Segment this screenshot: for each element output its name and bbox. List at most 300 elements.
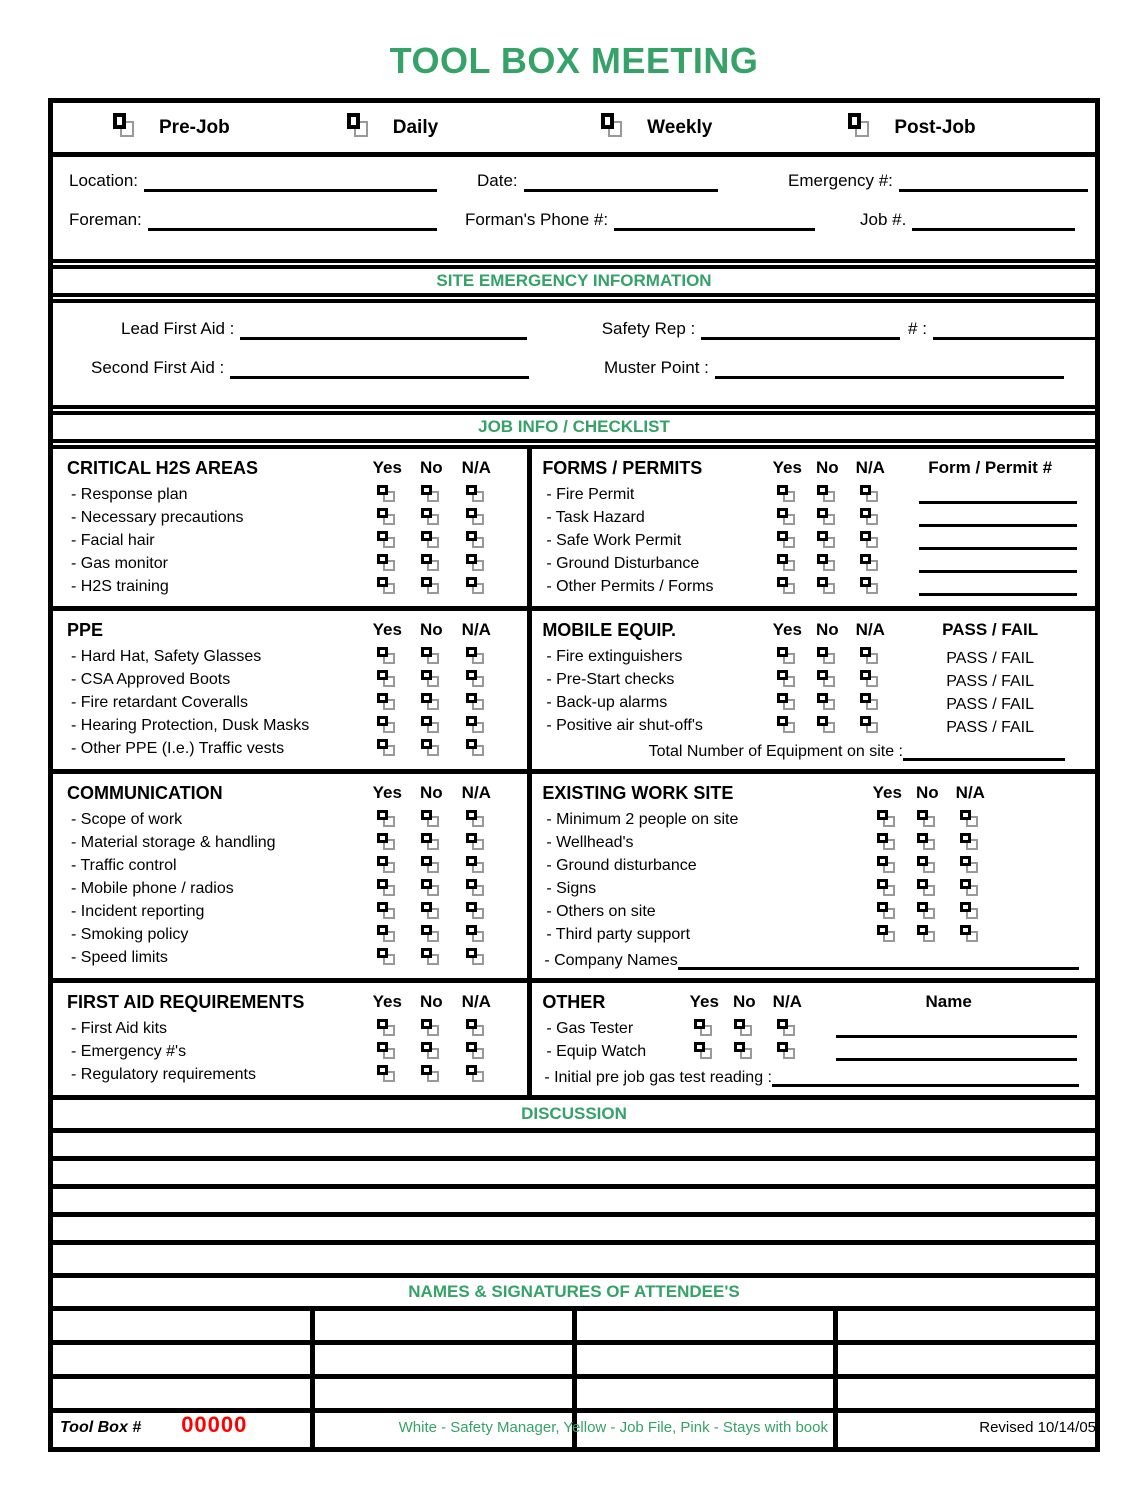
section-other xyxy=(532,983,1095,1095)
checkbox-box xyxy=(466,577,477,587)
no-checkbox[interactable] xyxy=(420,646,443,668)
na-checkbox[interactable] xyxy=(859,507,882,529)
no-checkbox[interactable] xyxy=(420,553,443,575)
checkbox-box xyxy=(466,1019,477,1029)
checkbox-cell-na xyxy=(453,923,499,946)
item-extra-cell xyxy=(893,575,1087,598)
checkbox-cell-yes xyxy=(365,923,409,946)
checkbox-box xyxy=(421,739,432,749)
checkbox-cell-na xyxy=(453,808,499,831)
yes-checkbox[interactable] xyxy=(776,646,799,668)
yes-checkbox[interactable] xyxy=(376,576,399,598)
checkbox-cell-no xyxy=(807,529,847,552)
na-checkbox[interactable] xyxy=(959,901,982,923)
no-checkbox[interactable] xyxy=(916,832,939,854)
checkbox-box xyxy=(777,508,788,518)
checkbox-box xyxy=(377,693,388,703)
yes-checkbox[interactable] xyxy=(776,484,799,506)
na-checkbox[interactable] xyxy=(465,530,488,552)
checkbox-box xyxy=(421,554,432,564)
site-emergency-section xyxy=(53,303,1095,405)
no-checkbox[interactable] xyxy=(916,924,939,946)
checkbox-box xyxy=(817,647,828,657)
date-input-line[interactable] xyxy=(524,172,718,192)
yes-checkbox[interactable] xyxy=(876,855,899,877)
yes-checkbox[interactable] xyxy=(876,878,899,900)
na-checkbox[interactable] xyxy=(465,832,488,854)
yes-checkbox[interactable] xyxy=(376,692,399,714)
checkbox-box xyxy=(466,925,477,935)
yes-checkbox[interactable] xyxy=(376,738,399,760)
no-checkbox[interactable] xyxy=(420,715,443,737)
checklist-item xyxy=(532,575,1095,598)
no-checkbox[interactable] xyxy=(816,553,839,575)
page-title: TOOL BOX MEETING xyxy=(389,40,759,81)
job-number-input-line[interactable] xyxy=(912,211,1075,231)
no-checkbox[interactable] xyxy=(420,878,443,900)
column-header-na: N/A xyxy=(955,783,985,802)
pass-fail-text: PASS / FAIL xyxy=(946,696,1035,713)
checklist-item xyxy=(53,645,527,668)
no-checkbox[interactable] xyxy=(420,576,443,598)
checkbox-box xyxy=(421,925,432,935)
no-checkbox[interactable] xyxy=(816,715,839,737)
meeting-type-checkbox-post-job[interactable] xyxy=(846,113,878,143)
signature-cell[interactable] xyxy=(577,1311,839,1340)
checkbox-cell-yes xyxy=(365,1063,409,1086)
checkbox-box xyxy=(421,485,432,495)
checkbox-cell-no xyxy=(409,575,453,598)
safety-rep-input-line[interactable] xyxy=(701,320,900,340)
na-checkbox[interactable] xyxy=(959,878,982,900)
na-checkbox[interactable] xyxy=(465,901,488,923)
no-checkbox[interactable] xyxy=(916,901,939,923)
checkbox-cell-na xyxy=(847,668,893,691)
no-checkbox[interactable] xyxy=(420,738,443,760)
field-label: Foreman: xyxy=(69,210,142,229)
checklist-item xyxy=(53,946,527,969)
checkbox-cell-yes xyxy=(365,900,409,923)
item-label: - Third party support xyxy=(546,925,691,943)
item-input-line[interactable] xyxy=(836,1045,1077,1061)
signature-cell[interactable] xyxy=(838,1345,1095,1374)
yes-checkbox[interactable] xyxy=(376,809,399,831)
yes-checkbox[interactable] xyxy=(376,947,399,969)
item-label: - Other Permits / Forms xyxy=(546,577,714,595)
lead-first-aid-input-line[interactable] xyxy=(240,320,526,340)
discussion-row[interactable] xyxy=(53,1245,1095,1273)
na-checkbox[interactable] xyxy=(465,947,488,969)
na-checkbox[interactable] xyxy=(859,692,882,714)
yes-checkbox[interactable] xyxy=(376,878,399,900)
checkbox-cell-na xyxy=(453,1040,499,1063)
na-checkbox[interactable] xyxy=(465,715,488,737)
item-extra-cell xyxy=(893,645,1087,668)
na-checkbox[interactable] xyxy=(959,809,982,831)
checkbox-cell-yes xyxy=(365,691,409,714)
section-title: FIRST AID REQUIREMENTS xyxy=(67,991,305,1012)
checkbox-cell-yes xyxy=(767,529,807,552)
checkbox-cell-no xyxy=(409,552,453,575)
no-checkbox[interactable] xyxy=(733,1041,756,1063)
no-checkbox[interactable] xyxy=(816,484,839,506)
no-checkbox[interactable] xyxy=(733,1018,756,1040)
copy-distribution-note: White - Safety Manager, Yellow - Job File, Pink - Stays with book xyxy=(398,1419,828,1436)
na-checkbox[interactable] xyxy=(465,507,488,529)
checkbox-cell-na xyxy=(847,506,893,529)
yes-checkbox[interactable] xyxy=(376,669,399,691)
section-title: MOBILE EQUIP. xyxy=(542,619,677,640)
yes-checkbox[interactable] xyxy=(776,669,799,691)
yes-checkbox[interactable] xyxy=(876,832,899,854)
yes-checkbox[interactable] xyxy=(376,924,399,946)
checkbox-cell-no xyxy=(724,1017,764,1040)
checkbox-box xyxy=(377,577,388,587)
no-checkbox[interactable] xyxy=(420,692,443,714)
yes-checkbox[interactable] xyxy=(376,646,399,668)
item-label: - Material storage & handling xyxy=(71,833,276,851)
checkbox-box xyxy=(877,833,888,843)
signature-cell[interactable] xyxy=(315,1379,577,1408)
item-label: - Equip Watch xyxy=(546,1042,647,1060)
checkbox-box xyxy=(877,925,888,935)
na-checkbox[interactable] xyxy=(465,1041,488,1063)
yes-checkbox[interactable] xyxy=(693,1018,716,1040)
checkbox-cell-na xyxy=(453,737,499,760)
field-date xyxy=(477,171,718,192)
yes-checkbox[interactable] xyxy=(376,1018,399,1040)
checkbox-cell-yes xyxy=(365,552,409,575)
discussion-row[interactable] xyxy=(53,1161,1095,1189)
checkbox-cell-no xyxy=(409,691,453,714)
column-header-na: N/A xyxy=(855,458,885,477)
muster-point-input-line[interactable] xyxy=(715,359,1064,379)
no-checkbox[interactable] xyxy=(816,576,839,598)
no-checkbox[interactable] xyxy=(916,809,939,831)
meeting-type-checkbox-daily[interactable] xyxy=(345,113,377,143)
yes-checkbox[interactable] xyxy=(376,901,399,923)
na-checkbox[interactable] xyxy=(465,809,488,831)
checkbox-cell-na xyxy=(947,831,993,854)
checkbox-cell-na xyxy=(453,575,499,598)
signature-cell[interactable] xyxy=(577,1345,839,1374)
na-checkbox[interactable] xyxy=(465,553,488,575)
no-checkbox[interactable] xyxy=(816,669,839,691)
checkbox-cell-yes xyxy=(365,645,409,668)
checkbox-box xyxy=(377,833,388,843)
field-label: Date: xyxy=(477,171,518,190)
na-checkbox[interactable] xyxy=(465,692,488,714)
na-checkbox[interactable] xyxy=(959,924,982,946)
no-checkbox[interactable] xyxy=(420,947,443,969)
item-label: - Scope of work xyxy=(71,810,183,828)
yes-checkbox[interactable] xyxy=(376,1041,399,1063)
toolbox-meeting-form xyxy=(48,98,1100,1452)
checkbox-cell-na xyxy=(453,506,499,529)
signature-cell[interactable] xyxy=(838,1311,1095,1340)
checkbox-box xyxy=(377,856,388,866)
checkbox-box xyxy=(960,856,971,866)
yes-checkbox[interactable] xyxy=(376,1064,399,1086)
na-checkbox[interactable] xyxy=(859,715,882,737)
section-work xyxy=(532,774,1095,978)
yes-checkbox[interactable] xyxy=(876,924,899,946)
checkbox-cell-no xyxy=(409,668,453,691)
signature-cell[interactable] xyxy=(577,1379,839,1408)
checklist-item xyxy=(53,877,527,900)
checkbox-box xyxy=(817,485,828,495)
yes-checkbox[interactable] xyxy=(376,832,399,854)
item-label: - Initial pre job gas test reading : xyxy=(544,1069,772,1086)
no-checkbox[interactable] xyxy=(420,924,443,946)
checkbox-cell-yes xyxy=(867,808,907,831)
item-extra-cell xyxy=(893,483,1087,506)
no-checkbox[interactable] xyxy=(420,809,443,831)
checkbox-cell-no xyxy=(807,552,847,575)
checkbox-box xyxy=(817,693,828,703)
checkbox-box xyxy=(917,833,928,843)
na-checkbox[interactable] xyxy=(959,832,982,854)
checkbox-box xyxy=(421,1042,432,1052)
item-input-line[interactable] xyxy=(772,1071,1079,1087)
signature-cell[interactable] xyxy=(315,1345,577,1374)
item-label: - H2S training xyxy=(71,577,169,595)
checkbox-box xyxy=(113,113,126,129)
checklist-item xyxy=(53,691,527,714)
na-checkbox[interactable] xyxy=(776,1018,799,1040)
checkbox-cell-yes xyxy=(767,714,807,737)
no-checkbox[interactable] xyxy=(420,530,443,552)
yes-checkbox[interactable] xyxy=(376,484,399,506)
column-header-yes: Yes xyxy=(772,458,802,477)
field-muster-point xyxy=(604,358,1064,379)
yes-checkbox[interactable] xyxy=(776,553,799,575)
item-label: - Traffic control xyxy=(71,856,177,874)
no-checkbox[interactable] xyxy=(420,669,443,691)
no-checkbox[interactable] xyxy=(816,530,839,552)
item-label: - Smoking policy xyxy=(71,925,189,943)
checkbox-cell-na xyxy=(847,691,893,714)
checkbox-cell-na xyxy=(453,668,499,691)
pass-fail-text: PASS / FAIL xyxy=(946,719,1035,736)
checkbox-box xyxy=(466,508,477,518)
no-checkbox[interactable] xyxy=(420,901,443,923)
checkbox-cell-na xyxy=(453,645,499,668)
no-checkbox[interactable] xyxy=(420,484,443,506)
checklist-item xyxy=(532,529,1095,552)
checkbox-cell-na xyxy=(453,691,499,714)
checkbox-box xyxy=(777,693,788,703)
column-header-na: N/A xyxy=(855,620,885,639)
item-input-line[interactable] xyxy=(919,488,1077,504)
checkbox-box xyxy=(860,554,871,564)
na-checkbox[interactable] xyxy=(859,553,882,575)
na-checkbox[interactable] xyxy=(465,576,488,598)
item-label: - Other PPE (I.e.) Traffic vests xyxy=(71,739,285,757)
emergency-number-input-line[interactable] xyxy=(899,172,1088,192)
field-label: Forman's Phone #: xyxy=(465,210,609,229)
checkbox-box xyxy=(421,577,432,587)
checkbox-cell-na xyxy=(453,1017,499,1040)
yes-checkbox[interactable] xyxy=(776,692,799,714)
column-header-na: N/A xyxy=(461,458,491,477)
checkbox-cell-no xyxy=(409,714,453,737)
checkbox-box xyxy=(377,879,388,889)
na-checkbox[interactable] xyxy=(859,646,882,668)
item-extra-cell xyxy=(893,552,1087,575)
item-label: - Response plan xyxy=(71,485,188,503)
no-checkbox[interactable] xyxy=(816,646,839,668)
discussion-row[interactable] xyxy=(53,1189,1095,1217)
item-input-line[interactable] xyxy=(919,557,1077,573)
site-emergency-header: SITE EMERGENCY INFORMATION xyxy=(53,265,1095,297)
site-emergency-band xyxy=(53,259,1095,303)
checkbox-cell-yes xyxy=(365,529,409,552)
signature-cell[interactable] xyxy=(53,1345,315,1374)
na-checkbox[interactable] xyxy=(465,855,488,877)
item-label: - Pre-Start checks xyxy=(546,670,675,688)
section-title: PPE xyxy=(67,619,104,640)
item-extra-cell xyxy=(810,1017,1087,1040)
section-title: OTHER xyxy=(542,991,606,1012)
checkbox-cell-yes xyxy=(767,506,807,529)
field-label: Lead First Aid : xyxy=(121,319,235,338)
no-checkbox[interactable] xyxy=(420,855,443,877)
no-checkbox[interactable] xyxy=(916,878,939,900)
checkbox-cell-na xyxy=(453,1063,499,1086)
item-input-line[interactable] xyxy=(836,1022,1077,1038)
meeting-type-row xyxy=(53,103,1095,157)
second-first-aid-input-line[interactable] xyxy=(230,359,529,379)
field-label: Emergency #: xyxy=(788,171,893,190)
no-checkbox[interactable] xyxy=(420,832,443,854)
checkbox-box xyxy=(377,485,388,495)
checklist-row xyxy=(53,983,1095,1095)
signature-cell[interactable] xyxy=(53,1311,315,1340)
na-checkbox[interactable] xyxy=(465,646,488,668)
no-checkbox[interactable] xyxy=(420,1041,443,1063)
yes-checkbox[interactable] xyxy=(776,507,799,529)
column-header-yes: Yes xyxy=(372,783,402,802)
signature-cell[interactable] xyxy=(53,1379,315,1408)
location-input-line[interactable] xyxy=(144,172,437,192)
discussion-row[interactable] xyxy=(53,1133,1095,1161)
checkbox-cell-yes xyxy=(365,1017,409,1040)
item-label: - Others on site xyxy=(546,902,656,920)
checkbox-box xyxy=(917,856,928,866)
item-extra-cell xyxy=(893,506,1087,529)
no-checkbox[interactable] xyxy=(816,507,839,529)
safety-rep-number-input-line[interactable] xyxy=(933,320,1095,340)
yes-checkbox[interactable] xyxy=(776,715,799,737)
yes-checkbox[interactable] xyxy=(693,1041,716,1063)
no-checkbox[interactable] xyxy=(420,507,443,529)
checkbox-cell-yes xyxy=(365,483,409,506)
no-checkbox[interactable] xyxy=(916,855,939,877)
checkbox-box xyxy=(960,833,971,843)
checkbox-cell-yes xyxy=(365,1040,409,1063)
section-header-forms xyxy=(532,453,1095,483)
na-checkbox[interactable] xyxy=(465,924,488,946)
item-label: - Incident reporting xyxy=(71,902,205,920)
yes-checkbox[interactable] xyxy=(376,530,399,552)
checklist-item xyxy=(532,645,1095,668)
checkbox-box xyxy=(817,554,828,564)
na-checkbox[interactable] xyxy=(959,855,982,877)
na-checkbox[interactable] xyxy=(859,669,882,691)
checklist-item xyxy=(53,831,527,854)
checkbox-cell-na xyxy=(847,575,893,598)
na-checkbox[interactable] xyxy=(776,1041,799,1063)
field-foremans-phone xyxy=(465,210,815,231)
section-header-ppe xyxy=(53,615,527,645)
section-ppe xyxy=(53,611,532,769)
checkbox-box xyxy=(777,647,788,657)
foremans-phone-input-line[interactable] xyxy=(614,211,815,231)
checkbox-cell-no xyxy=(907,900,947,923)
column-header-no: No xyxy=(815,620,839,639)
yes-checkbox[interactable] xyxy=(876,809,899,831)
column-header-no: No xyxy=(915,783,939,802)
no-checkbox[interactable] xyxy=(816,692,839,714)
yes-checkbox[interactable] xyxy=(376,507,399,529)
item-input-line[interactable] xyxy=(903,745,1065,761)
checkbox-box xyxy=(777,1042,788,1052)
checkbox-box xyxy=(877,879,888,889)
checkbox-cell-na xyxy=(947,808,993,831)
no-checkbox[interactable] xyxy=(420,1064,443,1086)
yes-checkbox[interactable] xyxy=(376,553,399,575)
checkbox-box xyxy=(777,554,788,564)
yes-checkbox[interactable] xyxy=(876,901,899,923)
checkbox-box xyxy=(960,810,971,820)
na-checkbox[interactable] xyxy=(465,669,488,691)
yes-checkbox[interactable] xyxy=(776,576,799,598)
checklist-item xyxy=(532,900,1095,923)
section-firstaid xyxy=(53,983,532,1095)
item-input-line[interactable] xyxy=(919,511,1077,527)
checkbox-cell-no xyxy=(409,1040,453,1063)
checklist-item xyxy=(532,808,1095,831)
item-input-line[interactable] xyxy=(919,580,1077,596)
item-label: - Facial hair xyxy=(71,531,155,549)
meeting-type-checkbox-pre-job[interactable] xyxy=(111,113,143,143)
na-checkbox[interactable] xyxy=(465,878,488,900)
foreman-input-line[interactable] xyxy=(148,211,437,231)
signature-cell[interactable] xyxy=(838,1379,1095,1408)
na-checkbox[interactable] xyxy=(465,1018,488,1040)
yes-checkbox[interactable] xyxy=(776,530,799,552)
discussion-row[interactable] xyxy=(53,1217,1095,1245)
yes-checkbox[interactable] xyxy=(376,715,399,737)
na-checkbox[interactable] xyxy=(465,738,488,760)
signature-cell[interactable] xyxy=(315,1311,577,1340)
na-checkbox[interactable] xyxy=(859,484,882,506)
no-checkbox[interactable] xyxy=(420,1018,443,1040)
item-label: - Emergency #'s xyxy=(71,1042,187,1060)
item-input-line[interactable] xyxy=(919,534,1077,550)
na-checkbox[interactable] xyxy=(859,576,882,598)
checkbox-cell-na xyxy=(453,552,499,575)
item-input-line[interactable] xyxy=(678,954,1079,970)
na-checkbox[interactable] xyxy=(465,1064,488,1086)
na-checkbox[interactable] xyxy=(465,484,488,506)
field-foreman xyxy=(69,210,437,231)
checkbox-cell-no xyxy=(807,668,847,691)
na-checkbox[interactable] xyxy=(859,530,882,552)
yes-checkbox[interactable] xyxy=(376,855,399,877)
meeting-type-checkbox-weekly[interactable] xyxy=(599,113,631,143)
